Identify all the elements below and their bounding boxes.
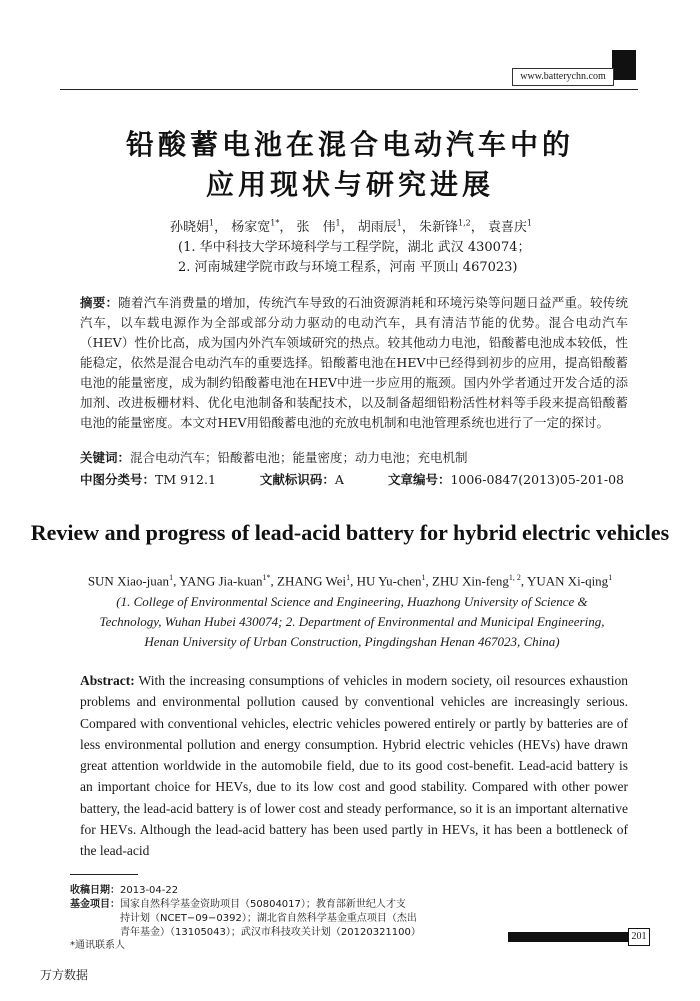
author-cn: 张 伟 [296, 220, 336, 235]
footnote-fund: 基金项目：国家自然科学基金资助项目（50804017）；教育部新世纪人才支 持计划（NCET−09−0392）；湖北省自然科学基金重点项目（杰出 青年基金）（13105043）；武汉市科技攻关计划（20120321100） [70, 899, 421, 938]
title-cn-line2: 应用现状与研究进展 [205, 168, 494, 201]
author-cn: 胡雨辰 [357, 220, 397, 235]
clc-number: TM 912.1 [155, 472, 216, 487]
abstract-en-label: Abstract: [80, 673, 135, 688]
author-cn: 杨家宽 [231, 220, 271, 235]
abstract-en-text: With the increasing consumptions of vehicles in modern society, oil resources exhaustion problems and environmental pollution caused by conventional vehicles are increasingly serious. Compared with conventional vehicles, electric vehicles powered entirely or partly by batteries are of less environmental pollution and energy consumption. Hybrid electric vehicles (HEVs) have drawn great attention worldwide in the automobile field, due to its good cost-benefit. Lead-acid battery is an important choice for HEVs, due to its low cost and good stability. Compared with other power battery, the lead-acid battery is of lower cost and steady performance, so it is an important alternative for HEVs. Although the lead-acid battery has been used partly in HEVs, it has been a bottleneck of the lead-acid [80, 673, 628, 859]
footnote-received: 收稿日期：2013-04-22 [70, 885, 179, 896]
classification-row: 中图分类号：TM 912.1 文献标识码：A 文章编号：1006-0847(2013)05-201-08 [80, 472, 624, 487]
header-black-bar [612, 50, 636, 80]
footnote-corresponding: *通讯联系人 [70, 940, 125, 951]
keywords-cn-text: 混合电动汽车；铅酸蓄电池；能量密度；动力电池；充电机制 [130, 450, 468, 465]
journal-url: www.batterychn.com [512, 68, 614, 86]
author-cn: 孙晓娟 [170, 220, 210, 235]
title-en: Review and progress of lead-acid battery for hybrid electric vehicles [30, 520, 670, 545]
author-cn: 袁喜庆 [487, 220, 527, 235]
affiliation-en: (1. College of Environmental Science and Engineering, Huazhong University of Science & Technology, Wuhan Hubei 430074; 2. Department of Environmental and Municipal Engineering, Henan University of Urban Construction, Pingdingshan Henan 467023, China) [99, 594, 605, 649]
doc-code: A [334, 472, 344, 487]
keywords-cn [80, 448, 628, 468]
affiliation-cn-1: (1. 华中科技大学环境科学与工程学院，湖北 武汉 430074； [178, 240, 531, 255]
abstract-cn [80, 293, 628, 433]
author-cn: 朱新锋 [419, 220, 459, 235]
abstract-cn-label: 摘要： [80, 295, 119, 310]
footnote-rule [70, 874, 138, 875]
keywords-cn-label: 关键词： [80, 450, 131, 465]
authors-en: SUN Xiao-juan$^1$, YANG Jia-kuan$^{1*}$, ZHANG Wei$^1$, HU Yu-chen$^1$, ZHU Xin-feng$^{1, 2}$, YUAN Xi-qing$^1$ [87, 573, 613, 589]
page-number: 201 [628, 928, 650, 946]
watermark-text: 万方数据 [40, 968, 89, 982]
header-rule [60, 89, 638, 90]
article-number: 1006-0847(2013)05-201-08 [450, 472, 624, 487]
abstract-cn-text: 随着汽车消费量的增加，传统汽车导致的石油资源消耗和环境污染等问题日益严重。较传统汽车，以车载电源作为全部或部分动力驱动的电动汽车，具有清洁节能的优势。混合电动汽车（HEV）性价比高，成为国内外汽车领域研究的热点。较其他动力电池，铅酸蓄电池成本较低，性能稳定，依然是混合电动汽车的重要选择。铅酸蓄电池在HEV中已经得到初步的应用，提高铅酸蓄电池的能量密度，成为制约铅酸蓄电池在HEV中进一步应用的瓶颈。国内外学者通过开发合适的添加剂、改进板栅材料、优化电池制备和装配技术，以及制备超细铅粉活性材料等手段来提高铅酸蓄电池的能量密度。本文对HEV用铅酸蓄电池的充放电机制和电池管理系统也进行了一定的探讨。 [80, 295, 628, 430]
page-number-bar [508, 932, 628, 942]
authors-cn: 孙晓娟$^1$， 杨家宽$^{1*}$， 张 伟$^1$， 胡雨辰$^1$， 朱新锋$^{1,2}$， 袁喜庆$^1$ [170, 218, 532, 235]
title-cn-line1: 铅酸蓄电池在混合电动汽车中的 [125, 128, 574, 161]
affiliation-cn-2: 2. 河南城建学院市政与环境工程系，河南 平顶山 467023) [178, 260, 518, 275]
abstract-en [80, 670, 628, 862]
